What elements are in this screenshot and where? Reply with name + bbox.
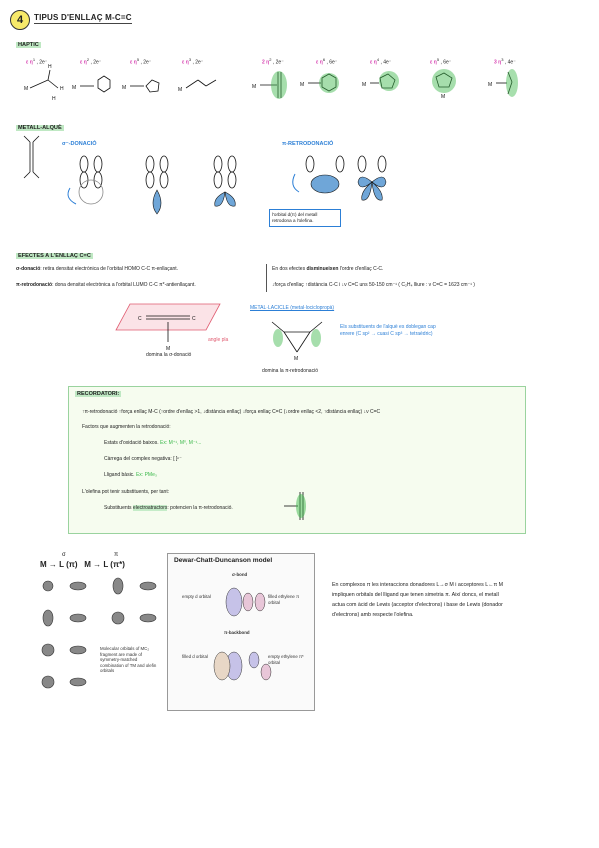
page-title: TIPUS D'ENLLAÇ M-C=C (34, 13, 132, 22)
svg-text:M: M (300, 82, 305, 88)
mo-pi-symbol: π (114, 552, 119, 558)
reminder-line-6: L'olefina pot tenir substituents, per tant: (82, 489, 170, 495)
dcd-title: Dewar-Chatt-Duncanson model (174, 557, 273, 564)
section-number: 4 (10, 10, 30, 30)
hapticity-label: ε $\eta^5$ , 2e⁻ (130, 57, 152, 66)
hapticity-label: ε $\eta^4$ , 4e⁻ (370, 57, 392, 66)
effects-summary-2: ↓força d'enllaç ↑distància C-C i ↓ν C=C uns 50-150 cm⁻¹ ( C₂H₄ lliure : ν C=C = 1623 cm⁻¹ ) (272, 282, 475, 288)
reminder-line-1: ↑π-retrodonació ↑força enllaç M-C (↑ordre d'enllaç >1, ↓distància enllaç) ↓força enllaç C=C (↓ordre enllaç <2, ↑distància enllaç) ↓ν C=C (82, 409, 381, 415)
sigma-effect-text: σ-donació: retira densitat electrònica de l'orbital HOMO C-C π-enllaçant. (16, 266, 179, 272)
sigma-donation-label: σ⁻-DONACIÓ (62, 141, 97, 147)
svg-text:M: M (252, 84, 257, 90)
pi-backdonation-label: π-RETRODONACIÓ (282, 141, 334, 147)
svg-text:H: H (48, 64, 52, 70)
summary-text: En complexos π les interaccions donadores L→σ M i acceptores L←π M impliquen orbitals del lligand que tenen simetria π. Així doncs, el metall actua com àcid de Lewis (acceptor d'electrons) i base de Lewis (donador d'electrons) amb respecte l'olefina. (332, 582, 504, 618)
svg-text:H: H (52, 96, 56, 102)
hapticity-label: ε $\eta^2$ , 2e⁻ (80, 57, 102, 66)
pi-dominant-caption: domina la π-retrodonació (262, 368, 318, 374)
hapticity-label: 2 $\eta^2$ , 2e⁻ (262, 57, 284, 66)
backbonding-callout: l'orbital d(π) del metall retrodona a l'olefina. (269, 209, 341, 227)
dcd-sigma-bond: σ-bond (232, 572, 248, 577)
dcd-filled-d: filled d orbital (182, 654, 208, 659)
reminder-line-7: Substituents electroatractors: potencien la π-retrodonació. (104, 505, 233, 511)
reminder-title: RECORDATORI: (77, 391, 120, 397)
hapticity-structures (0, 58, 599, 114)
section-efectes: EFECTES A L'ENLLAÇ C=C (18, 253, 91, 259)
dcd-orbitals (168, 580, 312, 708)
dcd-empty-eth: empty ethylene π* orbital (268, 654, 304, 665)
mo-row-header: M → L (π) M → L (π*) (40, 560, 125, 569)
effects-summary-1: En dos efectes disminueixen l'ordre d'enllaç C-C. (272, 266, 384, 272)
svg-text:C: C (138, 316, 142, 322)
metallacycle-title: METAL·LACICLE (metal·lociclopropà) (250, 305, 335, 311)
substituted-olefin (280, 486, 320, 526)
hapticity-label: ε $\eta^1$ , 2e⁻ (26, 57, 48, 66)
metallacycle-note: Els substituents de l'alquè es doblegan cap enrere (C sp² → cuasi C sp³ → tetraèdric) (340, 324, 436, 337)
svg-text:M: M (294, 356, 299, 362)
angle-label: angle pla (208, 337, 229, 343)
svg-text:M: M (178, 87, 183, 93)
dcd-backbond: π-backbond (224, 630, 250, 635)
hapticity-label: ε $\eta^6$ , 6e⁻ (316, 57, 338, 66)
svg-text:M: M (166, 346, 171, 352)
sigma-dominant-caption: domina la σ-donació (146, 352, 192, 358)
mo-description: Molecular orbitals of MC₂ fragment are made of symmetry-matched combination of TM and olefin orbitals (100, 646, 157, 673)
svg-text:H: H (60, 86, 64, 92)
mo-sigma-symbol: σ (62, 552, 66, 558)
svg-text:M: M (24, 86, 29, 92)
pi-effect-text: π-retrodonació: dona densitat electrònica a l'orbital LUMO C-C π*-antienllaçant. (16, 282, 196, 288)
reminder-line-4: Càrrega del complex negativa: [ ]ⁿ⁻ (104, 456, 182, 462)
hapticity-label: 3 $\eta^3$ , 4e⁻ (494, 57, 516, 66)
section-haptic: HAPTIC (18, 42, 39, 48)
section-metall-alque: METALL-ALQUÈ (18, 125, 62, 131)
hapticity-label: ε $\eta^3$ , 2e⁻ (182, 57, 204, 66)
svg-text:M: M (441, 94, 446, 100)
dcd-empty-d: empty d orbital (182, 594, 211, 599)
hapticity-label: ε $\eta^5$ , 6e⁻ (430, 57, 452, 66)
svg-text:M: M (122, 85, 127, 91)
svg-text:M: M (362, 82, 367, 88)
svg-text:M: M (72, 85, 77, 91)
reminder-line-5: Lligand bàsic. Ex: PMe₃ (104, 472, 157, 478)
svg-text:M: M (488, 82, 493, 88)
svg-text:C: C (192, 316, 196, 322)
mo-grid (38, 572, 166, 712)
divider (266, 264, 267, 292)
dcd-filled-eth: filled ethylene π orbital (268, 594, 300, 605)
reminder-line-2: Factors que augmenten la retrodonació: (82, 424, 171, 430)
reminder-line-3: Estats d'oxidació baixos. Ex: M⁺¹, M⁰, M⁻¹... (104, 440, 202, 446)
